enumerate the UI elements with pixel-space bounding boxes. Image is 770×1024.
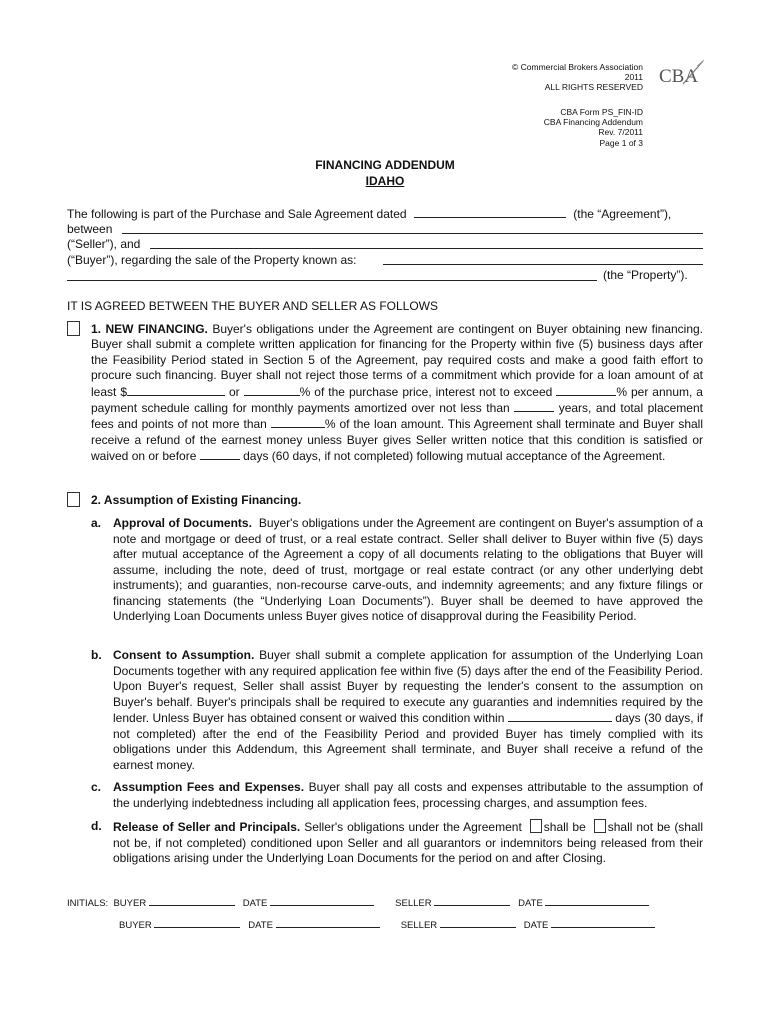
buyer-date-field-2[interactable] — [276, 918, 380, 928]
form-info-block — [544, 107, 643, 148]
item-d-text-1: Seller's obligations under the Agreement — [304, 820, 522, 834]
item-d-heading: Release of Seller and Principals. — [113, 820, 301, 834]
item-c-label: c. — [91, 780, 102, 794]
section-1-text-4: % per annum, a payment schedule calling for monthly payments amortized over not less than — [91, 384, 703, 416]
section-1-new-financing — [91, 322, 703, 465]
cba-logo-text: CBA — [659, 66, 699, 87]
item-b-text-1: Buyer shall submit a complete application for assumption of the Underlying Loan Documents together with any required application fee within five (5) days after the end of the Feasibility Period. Upon Buyer's request, Seller shall assist Buyer by requesting the lender's consent to the assumption on Buyer's behalf. Buyer's principals shall be required to execute any guaranties and indemnities required by the lender. Unless Buyer has obtained consent or waived this condition within — [113, 648, 703, 725]
form-id: CBA Form PS_FIN-ID — [560, 107, 643, 117]
intro-text-agreement: (the “Agreement”), — [573, 207, 672, 221]
item-a-approval-of-documents — [113, 516, 703, 625]
seller-initials-field-2[interactable] — [440, 918, 516, 928]
intro-line-5 — [603, 268, 688, 282]
placement-fees-field[interactable] — [271, 416, 325, 428]
buyer-label: BUYER — [119, 920, 152, 931]
intro-line-3 — [67, 237, 140, 251]
shall-be-label: shall be — [543, 820, 586, 834]
state-subtitle — [0, 174, 770, 189]
intro-line-4 — [67, 253, 356, 267]
copyright-block — [512, 62, 643, 93]
interest-rate-field[interactable] — [556, 384, 616, 396]
intro-text-between: between — [67, 222, 113, 236]
seller-name-field[interactable] — [122, 222, 703, 234]
buyer-initials-field-1[interactable] — [149, 896, 235, 906]
copyright-year: 2011 — [624, 72, 643, 83]
section-1-text-6: % of the loan amount. This Agreement shall terminate and Buyer shall receive a refund of the earnest money unless Buyer gives Seller written notice that this condition is satisfied or waived on or before — [91, 417, 703, 464]
section-1-heading: 1. NEW FINANCING. — [91, 322, 208, 336]
page-number: Page 1 of 3 — [599, 137, 643, 148]
item-b-heading: Consent to Assumption. — [113, 648, 255, 662]
buyer-name-field[interactable] — [150, 237, 703, 249]
financing-days-field[interactable] — [200, 448, 240, 460]
cba-logo — [659, 58, 707, 88]
form-revision: Rev. 7/2011 — [598, 127, 643, 138]
loan-percent-field[interactable] — [244, 384, 300, 396]
section-2-heading-text: 2. Assumption of Existing Financing. — [91, 493, 302, 507]
buyer-initials-field-2[interactable] — [154, 918, 240, 928]
agreement-statement: IT IS AGREED BETWEEN THE BUYER AND SELLER AS FOLLOWS — [67, 299, 438, 313]
item-a-text: Buyer's obligations under the Agreement are contingent on Buyer's assumption of a note and mortgage or deed of trust, or a real estate contract. Seller shall deliver to Buyer within five (5) days after mutual acceptance of the Agreement a copy of all documents relating to the obligations that Buyer will assume, including the note, deed of trust, mortgage or real estate contract (or any other underlying debt instruments); and guaranties, non-recourse carve-outs, and indemnity agreements; and any fixture filings or financing statements (the “Underlying Loan Documents”). Buyer shall be deemed to have approved the Underlying Loan Documents unless Buyer gives notice of disapproval during the Feasibility Period. — [113, 516, 703, 623]
intro-text-property: (“Buyer”), regarding the sale of the Property known as: — [67, 253, 357, 267]
item-d-label: d. — [91, 819, 102, 833]
seller-date-field-1[interactable] — [545, 896, 649, 906]
initials-row-1 — [67, 896, 649, 909]
seller-label: SELLER — [400, 920, 438, 931]
section-2-heading — [91, 493, 301, 507]
shall-be-checkbox[interactable] — [530, 819, 542, 833]
form-name: CBA Financing Addendum — [543, 117, 643, 128]
seller-initials-field-1[interactable] — [434, 896, 510, 906]
amortization-years-field[interactable] — [514, 400, 554, 412]
rights-text: ALL RIGHTS RESERVED — [544, 82, 643, 93]
initials-row-2 — [119, 918, 655, 931]
copyright-text: © Commercial Brokers Association — [512, 62, 643, 72]
item-b-label: b. — [91, 648, 102, 662]
section-1-text-1: Buyer's obligations under the Agreement are contingent on Buyer obtaining new financing. Buyer shall submit a complete written application for financing for the Property within five (5) business days after the Feasibility Period stated in Section 5 of the Agreement, pay required costs and make a good faith effort to procure such financing. Buyer shall not reject those terms of a commitment which provide for a loan amount of at least $ — [91, 322, 703, 399]
date-label: DATE — [242, 898, 268, 909]
document-title: FINANCING ADDENDUM — [315, 158, 455, 172]
item-a-heading: Approval of Documents. — [113, 516, 252, 530]
property-address-field-2[interactable] — [67, 269, 597, 281]
date-label: DATE — [248, 920, 273, 931]
intro-line-1 — [67, 206, 703, 221]
intro-text-the-property: (the “Property”). — [603, 268, 688, 282]
intro-text-seller: (“Seller”), and — [67, 237, 141, 251]
new-financing-checkbox[interactable] — [67, 321, 80, 336]
initials-label: INITIALS: — [67, 898, 109, 909]
item-d-text-2: (shall not be, if not completed) conditioned upon Seller and all guarantors or indemnitors being released from their obligations arising under the Underlying Loan Documents for the period on and after Closing. — [113, 820, 703, 865]
item-d-release-of-seller — [113, 819, 703, 867]
item-c-heading: Assumption Fees and Expenses. — [113, 780, 305, 794]
property-address-field-1[interactable] — [383, 253, 703, 265]
assumption-checkbox[interactable] — [67, 492, 80, 507]
state-subtitle-text: IDAHO — [365, 174, 405, 188]
section-1-text-3: % of the purchase price, interest not to exceed — [299, 384, 553, 399]
intro-line-2 — [67, 222, 112, 236]
item-b-text-2: days (30 days, if not completed) after the end of the Feasibility Period and provided Buyer has timely complied with its obligations under this Addendum, this Agreement shall terminate, and Buyer shall receive a refund of the earnest money. — [113, 711, 703, 772]
shall-not-be-checkbox[interactable] — [594, 819, 606, 833]
section-1-text-7: days (60 days, if not completed) following mutual acceptance of the Agreement. — [243, 449, 666, 464]
date-label: DATE — [518, 898, 543, 909]
consent-days-field[interactable] — [508, 710, 612, 722]
shall-not-be-label: shall not be — [607, 820, 671, 834]
date-label: DATE — [523, 920, 549, 931]
item-c-text: Buyer shall pay all costs and expenses attributable to the assumption of the underlying indebtedness including all application fees, processing charges, and assumption fees. — [113, 780, 704, 810]
agreement-date-field[interactable] — [414, 206, 566, 218]
intro-text-dated: The following is part of the Purchase and Sale Agreement dated — [67, 207, 407, 221]
seller-label: SELLER — [395, 898, 432, 909]
item-a-label: a. — [91, 516, 102, 530]
section-1-text-2: or — [229, 384, 240, 399]
section-1-text-5: years, and total placement fees and points of not more than — [91, 401, 703, 432]
buyer-label: BUYER — [113, 898, 147, 909]
item-c-assumption-fees — [113, 780, 703, 811]
loan-amount-field[interactable] — [127, 384, 225, 396]
item-b-consent-to-assumption — [113, 648, 703, 773]
buyer-date-field-1[interactable] — [270, 896, 374, 906]
seller-date-field-2[interactable] — [551, 918, 655, 928]
